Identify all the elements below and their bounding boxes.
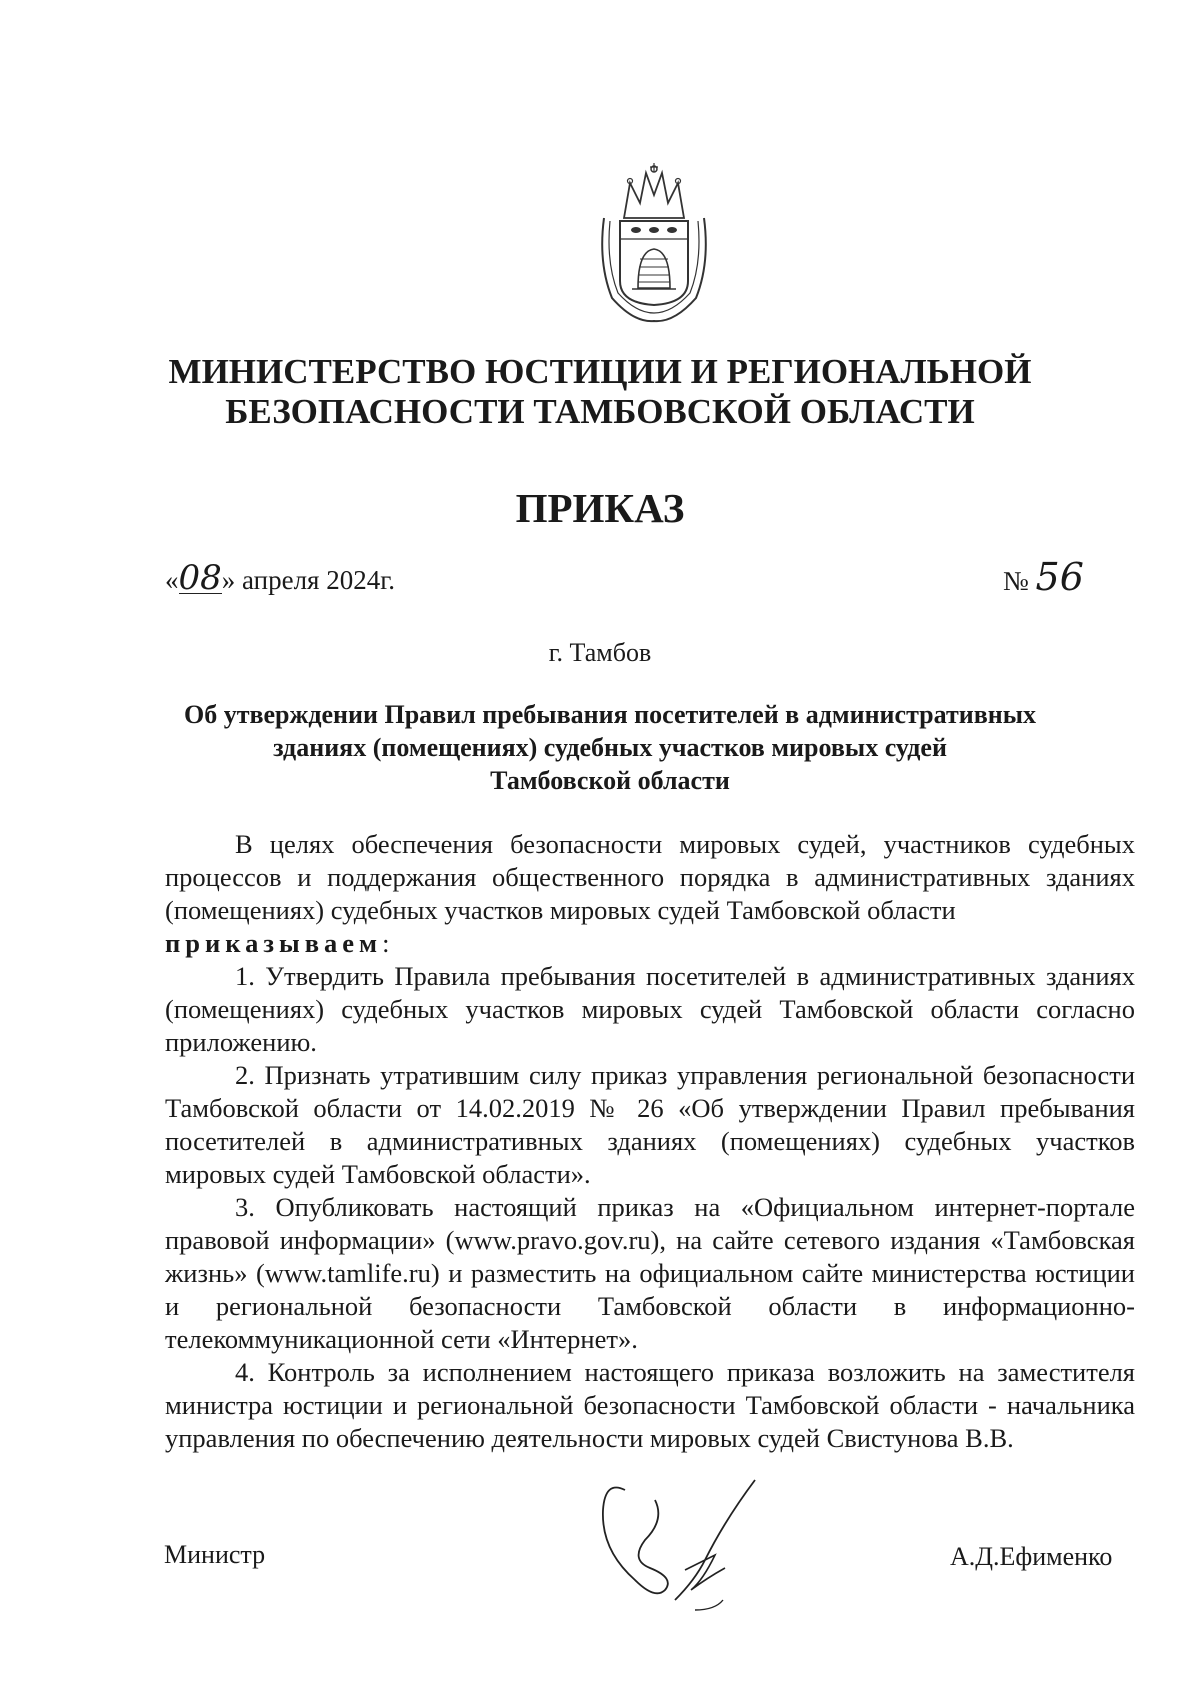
date-open-quote: « [165, 565, 179, 595]
date-month-year: апреля 2024г. [242, 565, 395, 595]
subject-line-3: Тамбовской области [490, 766, 730, 795]
intro-paragraph [165, 828, 1135, 960]
ministry-name [0, 352, 1200, 432]
order-subject [150, 698, 1070, 797]
item-1: 1. Утвердить Правила пребывания посетителей в административных зданиях (помещениях) судебных участков мировых судей Тамбовской области согласно приложению. [165, 961, 1135, 1057]
tambov-coat-of-arms-icon [594, 163, 714, 323]
number-label: № [1003, 566, 1029, 596]
handwritten-number: 56 [1035, 555, 1084, 599]
city-line: г. Тамбов [548, 638, 652, 667]
order-keyword: приказываем [165, 928, 383, 958]
item-4: 4. Контроль за исполнением настоящего приказа возложить на заместителя министра юстиции и региональной безопасности Тамбовской области - начальника управления по обеспечению деятельности мировых судей Свистунова В.В. [165, 1357, 1135, 1453]
ministry-line-2: БЕЗОПАСНОСТИ ТАМБОВСКОЙ ОБЛАСТИ [225, 392, 975, 431]
item-2: 2. Признать утратившим силу приказ управления региональной безопасности Тамбовской области от 14.02.2019 № 26 «Об утверждении Правил пребывания посетителей в административных зданиях (помещениях) судебных участков мировых судей Тамбовской области». [165, 1060, 1135, 1189]
document-type-title: ПРИКАЗ [515, 485, 685, 531]
order-number [1003, 557, 1084, 601]
intro-text: В целях обеспечения безопасности мировых судей, участников судебных процессов и поддержания общественного порядка в административных зданиях (помещениях) судебных участков мировых судей Тамбовской области [165, 829, 1135, 925]
date-close-quote: » [221, 565, 236, 595]
order-body [165, 828, 1135, 1455]
subject-line-1: Об утверждении Правил пребывания посетителей в административных [183, 700, 1037, 729]
ministry-line-1: МИНИСТЕРСТВО ЮСТИЦИИ И РЕГИОНАЛЬНОЙ [168, 352, 1032, 391]
subject-line-2: зданиях (помещениях) судебных участков мировых судей [273, 733, 947, 762]
order-keyword-colon: : [382, 928, 390, 958]
item-3: 3. Опубликовать настоящий приказ на «Официальном интернет-портале правовой информации» (www.pravo.gov.ru), на сайте сетевого издания «Тамбовская жизнь» (www.tamlife.ru) и разместить на официальном сайте министерства юстиции и региональной безопасности Тамбовской области в информационно- телекоммуникационной сети «Интернет». [165, 1192, 1135, 1354]
handwritten-signature [595, 1460, 795, 1620]
handwritten-day: 08 [178, 558, 222, 598]
signer-name: А.Д.Ефименко [950, 1542, 1113, 1571]
order-date [165, 558, 395, 598]
signer-role: Министр [164, 1540, 266, 1569]
